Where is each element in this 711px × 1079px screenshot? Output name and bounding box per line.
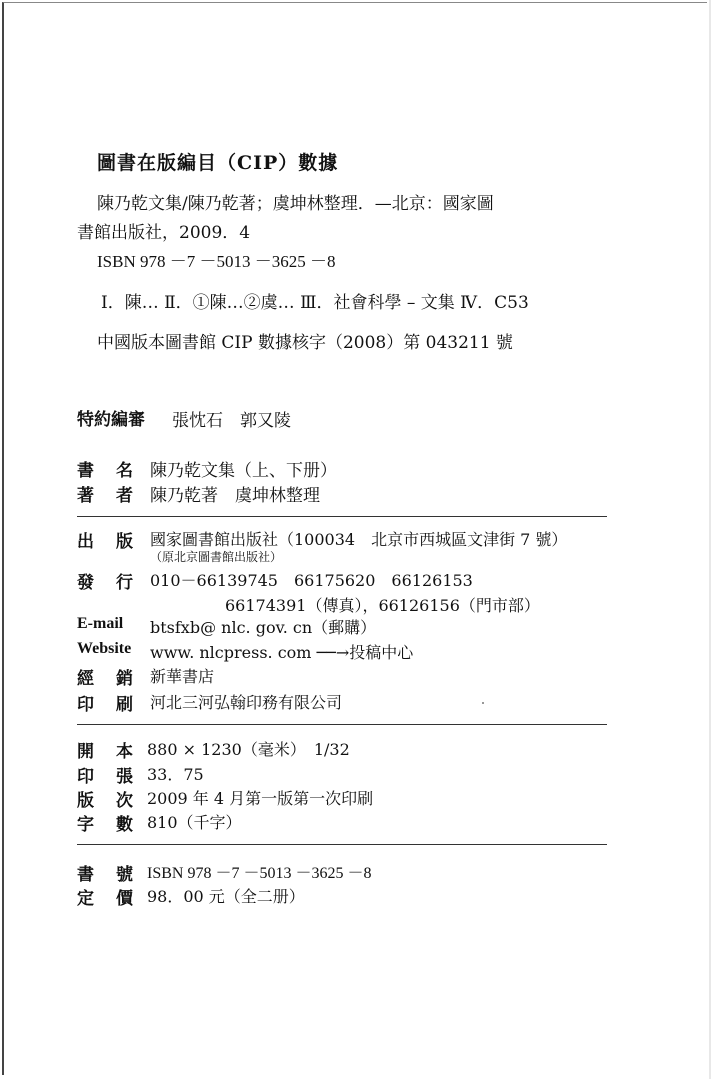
words-label [77, 810, 135, 835]
cip-line-1: 陳乃乾文集/陳乃乾著；虞坤林整理．—北京：國家圖 [97, 194, 494, 214]
distribution-label-char-1: 發 [77, 573, 94, 593]
editor-label: 特約編審 [77, 410, 145, 430]
sheets-label-char-1: 印 [77, 767, 94, 787]
distribution-label-char-2: 行 [116, 573, 133, 593]
printer-label-char-2: 刷 [116, 695, 133, 715]
email-value: btsfxb@ nlc. gov. cn（郵購） [150, 618, 377, 637]
book-number-value: ISBN 978 －7 －5013 －3625 －8 [147, 865, 372, 882]
edition-value: 2009 年 4 月第一版第一次印刷 [147, 789, 374, 808]
format-label-char-1: 開 [77, 742, 94, 762]
scan-speck [482, 702, 484, 704]
price-label [77, 884, 135, 909]
sheets-label-char-2: 張 [116, 767, 133, 787]
author-label-char-2: 者 [116, 486, 133, 506]
format-value: 880 × 1230（毫米） 1/32 [147, 740, 350, 759]
sales-value: 新華書店 [150, 667, 215, 686]
author-label [77, 481, 135, 506]
printer-label [77, 690, 135, 715]
sheets-value: 33．75 [147, 765, 204, 784]
book-number-label-char-2: 號 [116, 865, 133, 885]
book-name-label-char-1: 書 [77, 461, 94, 481]
cip-line-2: 書館出版社，2009．4 [77, 223, 251, 243]
printer-value: 河北三河弘翰印務有限公司 [150, 693, 343, 712]
sales-label-char-2: 銷 [116, 669, 133, 689]
words-label-char-2: 數 [116, 815, 133, 835]
edition-label [77, 786, 135, 811]
distribution-fax: 66174391（傳真），66126156（門市部） [225, 596, 540, 615]
sales-label-char-1: 經 [77, 669, 94, 689]
publisher-label-char-1: 出 [77, 532, 94, 552]
format-label [77, 737, 135, 762]
divider-1 [77, 516, 607, 517]
distribution-label [77, 568, 135, 593]
price-label-char-1: 定 [77, 889, 94, 909]
edition-label-char-1: 版 [77, 791, 94, 811]
cip-classification: Ⅰ．陳… Ⅱ．①陳…②虞… Ⅲ．社會科學 – 文集 Ⅳ．C53 [101, 293, 529, 313]
book-number-label-char-1: 書 [77, 865, 94, 885]
printer-label-char-1: 印 [77, 695, 94, 715]
divider-3 [77, 844, 607, 845]
price-label-char-2: 價 [116, 889, 133, 909]
publisher-value: 國家圖書館出版社（100034 北京市西城區文津街 7 號） [150, 530, 568, 549]
divider-2 [77, 724, 607, 725]
format-label-char-2: 本 [116, 742, 133, 762]
editor-value: 張忱石 郭又陵 [172, 411, 291, 431]
website-value: www. nlcpress. com ──→投稿中心 [150, 643, 414, 662]
publisher-note: （原北京圖書館出版社） [150, 550, 283, 564]
words-label-char-1: 字 [77, 815, 94, 835]
book-number-label [77, 860, 135, 885]
publisher-label-char-2: 版 [116, 532, 133, 552]
cip-isbn: ISBN 978 －7 －5013 －3625 －8 [97, 252, 336, 271]
author-value: 陳乃乾著 虞坤林整理 [150, 486, 320, 506]
book-name-value: 陳乃乾文集（上、下册） [150, 461, 337, 481]
book-name-label [77, 456, 135, 481]
edition-label-char-2: 次 [116, 791, 133, 811]
author-label-char-1: 著 [77, 486, 94, 506]
website-label: Website [77, 640, 132, 657]
sales-label [77, 664, 135, 689]
distribution-phones: 010－66139745 66175620 66126153 [150, 571, 473, 590]
price-value: 98．00 元（全二册） [147, 887, 305, 906]
sheets-label [77, 762, 135, 787]
publisher-label [77, 527, 135, 552]
cip-number: 中國版本圖書館 CIP 數據核字（2008）第 043211 號 [97, 333, 513, 353]
words-value: 810（千字） [147, 813, 242, 832]
book-name-label-char-2: 名 [116, 461, 133, 481]
email-label: E-mail [77, 615, 124, 632]
cip-title: 圖書在版編目（CIP）數據 [97, 152, 339, 174]
